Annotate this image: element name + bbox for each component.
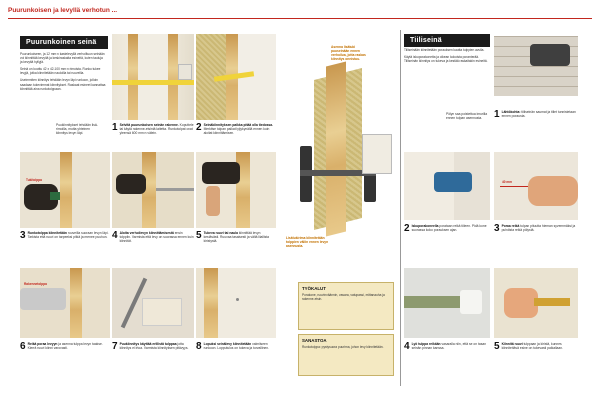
tools-box-title: TYÖKALUT: [302, 286, 326, 291]
step-5-number: 5: [196, 230, 202, 241]
step-3-title: Runkotolppa kiinnitetään: [27, 231, 67, 235]
right-intro: [404, 48, 490, 63]
center-diagram: [282, 34, 394, 270]
step-6-text: ja asenna tulppa levyn taakse. Kierrä ruuvi kiinni varovasti.: [27, 342, 103, 351]
step-1-title: Selvitä puurunkoisen seinän rakenne.: [119, 123, 179, 127]
right-intro-p2: Käytä iskuporakonetta ja oikean kokoista poranterää. Tiiliseinän kiinnitys on tukeva ja kestää raskaitakin esineitä.: [404, 55, 488, 64]
right-section-title: Tiiliseinä: [404, 34, 490, 47]
tools-box: [298, 282, 394, 330]
step-1-text: Koputtele tai käytä rakenne-etsintä laitetta. Runkotolpat ovat yleensä 600 mm:n välein.: [119, 123, 194, 136]
photo-screwing-panel: [112, 152, 194, 228]
step-6-title: Reikä poraa levyyn: [27, 342, 58, 346]
right-step-5-number: 5: [494, 341, 500, 352]
vocab-box-text: Runkotolppa: pystysuora puurima, johon levy kiinnitetään.: [302, 345, 384, 349]
step-6-number: 6: [20, 341, 26, 352]
step-6-caption: [20, 342, 110, 351]
photo-insulated-stud: [196, 34, 276, 120]
right-step-5-text: tulppaan ja kiristä, kunnes kiinnitettävä esine on tukevasti paikallaan.: [501, 342, 563, 351]
left-side-note: Puukiinnitykset tehdään lisä-rimoilla, mutta yhteinen kiinnitys levyn läpi.: [56, 123, 98, 135]
step-1-number: 1: [112, 122, 118, 133]
step-3-caption: [20, 231, 110, 240]
right-step-4-caption: [404, 342, 490, 351]
right-step-2-number: 2: [404, 223, 410, 234]
right-step-2-text: porataan reikä tiileen. Pidä kone suorassa koko porauksen ajan.: [411, 224, 487, 233]
right-step-4-title: Lyö tulppa reikään: [411, 342, 441, 346]
right-step-2-caption: [404, 224, 490, 233]
step-1-caption: [112, 123, 194, 135]
header-rule: [8, 18, 592, 19]
step-3-number: 3: [20, 230, 26, 241]
callout-top: Asenna lisätuki puuseinään ennen verhoilua, jotta raskas kiinnitys onnistuu.: [331, 45, 366, 61]
step-2-text: Merkitse tolpan paikat lyijykynällä ennen kuin aloitat kiinnittämisen.: [203, 127, 270, 136]
right-step-1-caption: [494, 110, 578, 119]
photo-drilling-hole: [20, 268, 110, 338]
vocab-box: [298, 334, 394, 376]
step-5-caption: [196, 231, 276, 243]
page-title: Puurunkoisen ja levyllä verhotun ...: [8, 7, 118, 14]
right-step-4-text: vasaralla niin, että se on tasan seinän pinnan kanssa.: [411, 342, 487, 351]
step-7-title: Puukiinnitys käyttää erillistä tulppaa: [119, 342, 177, 346]
photo-stud-wall: [112, 34, 194, 120]
label-tukitolppa: Tukitolppa: [26, 178, 42, 182]
photo-fixing-plug: [112, 268, 194, 338]
step-3-text: ruuveilla suoraan levyn läpi. Tarkista että ruuvi on tarpeeksi pitkä ja menee puuhun.: [27, 231, 109, 240]
photo-drilling-stud: [20, 152, 110, 228]
step-8-number: 8: [196, 341, 202, 352]
label-rakennetolppa: Rakennetolppa: [24, 282, 47, 286]
photo-nailing-panel: [196, 152, 276, 228]
right-intro-p1: Tiiliseinään kiinnitetään porauksen kautta tulppien avulla.: [404, 48, 485, 52]
left-intro-p3: Useimmiten kiinnitys tehdään levyn läpi runkoon, jolloin saadaan tukevimmat kiinnitykset. Raskaat esineet kannattaa kiinnittää aina runkotolppaan.: [20, 78, 106, 91]
right-side-note: Pölyn saa poistettua imurilla ennen tulpan asennusta.: [446, 112, 488, 120]
step-7-number: 7: [112, 341, 118, 352]
right-step-3-number: 3: [494, 223, 500, 234]
right-step-2-title: Iskuporakoneella: [411, 224, 439, 228]
step-7-text: jotta kiinnitys ei irtoa. Varmista kiinnityksen pitävyys.: [119, 342, 189, 351]
left-intro: [20, 52, 106, 91]
step-4-title: Aloita verhoilevyn kiinnittämisestä: [119, 231, 174, 235]
step-8-text: valmiiseen runkoon. Lopputulos on tukeva ja turvallinen.: [203, 342, 269, 351]
right-step-5-title: Kiinnitä ruuvi: [501, 342, 523, 346]
photo-impact-drill: [404, 152, 490, 220]
label-measure: 40 mm: [502, 180, 513, 184]
step-8-title: Lopuksi seinälevy kiinnitetään: [203, 342, 252, 346]
step-2-number: 2: [196, 122, 202, 133]
right-step-5-caption: [494, 342, 578, 351]
photo-brick-wall: [494, 36, 578, 96]
step-5-title: Tukeva ruuvi tai naula: [203, 231, 238, 235]
step-5-text: kiinnittää levyn kestävästi. Ruuvaa tasaisesti ja vältä liiallista kiristystä.: [203, 231, 269, 244]
right-step-3-text: tulpan pituutta hieman syvemmäksi ja puhdista reikä pölystä.: [501, 224, 576, 233]
right-step-1-title: Lähtökohta:: [501, 110, 521, 114]
left-intro-p1: Puurunkoiseen, ja 12 mm:n kastelevyllä verhoiltuun seinään voi kiinnittää kevyitä ja keskiraskaita esineitä, kuten tauluja ja kevyitä hyllyjä.: [20, 52, 105, 65]
vocab-box-title: SANASTOA: [302, 338, 327, 343]
step-2-title: Seinäkiinnityksen paikka pitää olla tiedossa.: [203, 123, 274, 127]
right-step-3-title: Poraa reikä: [501, 224, 520, 228]
right-step-4-number: 4: [404, 341, 410, 352]
step-4-caption: [112, 231, 194, 243]
header-bar: [0, 0, 600, 20]
right-step-1-number: 1: [494, 109, 500, 120]
left-section-title: Puurunkoinen seinä: [20, 36, 108, 49]
photo-hammer-plug: [404, 268, 490, 338]
left-intro-p2: Seinä on koottu 42 x 42-100 mm:n rimoista. Runko tukee levyjä, jotka kiinnitetään nauloilla tai ruuveilla.: [20, 67, 101, 76]
right-step-1-text: tiiliseinän saumat ja tiilet tunnistetaan ennen porausta.: [501, 110, 576, 119]
photo-screw-plug: [494, 268, 578, 338]
tools-box-text: Porakone, ruuvinväännin, vasara, vatupassi, mittanauha ja rakenne-etsin.: [302, 293, 385, 302]
right-step-3-caption: [494, 224, 578, 233]
callout-bottom: Lisätukirima kiinnitetään tolppien väliin ennen levyn asennusta.: [286, 236, 329, 248]
step-4-number: 4: [112, 230, 118, 241]
photo-panel-attached: [196, 268, 276, 338]
step-4-text: ensin tolppiin. Varmista että levy on suorassa ennen kuin kiinnität.: [119, 231, 194, 244]
step-2-caption: [196, 123, 278, 135]
step-8-caption: [196, 342, 276, 351]
step-7-caption: [112, 342, 194, 351]
photo-hole-depth: [494, 152, 578, 220]
